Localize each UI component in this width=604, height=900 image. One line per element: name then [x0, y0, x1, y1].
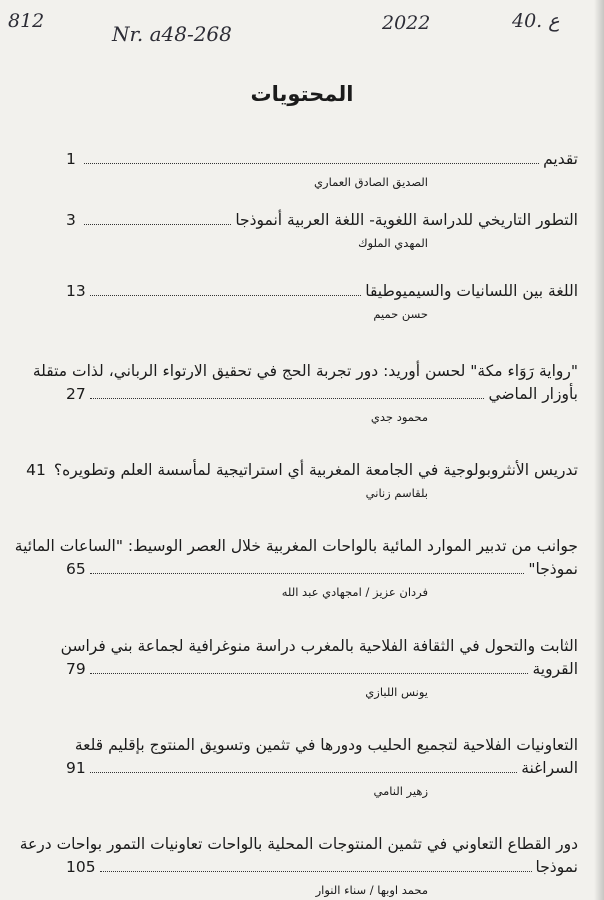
toc-entry-line [66, 209, 578, 232]
handwritten-issue-number: 40. ع [512, 10, 560, 32]
toc-entry-title-continued: نموذجا" [528, 560, 578, 578]
toc-entry-title-continued: نموذجا [535, 858, 578, 876]
toc-author: محمود جدي [370, 410, 428, 424]
handwritten-page-number: 812 [8, 10, 45, 32]
toc-page-number: 41 [26, 461, 46, 479]
toc-entry-line [14, 535, 578, 558]
dot-leader [84, 163, 539, 164]
toc-entry-line [66, 734, 578, 757]
toc-author: زهير النامي [373, 784, 428, 798]
dot-leader [90, 398, 485, 399]
handwritten-year: 2022 [382, 12, 431, 34]
toc-page-number: 3 [66, 211, 76, 229]
toc-entry-title: "رواية رَوَاء مكة" لحسن أوريد: دور تجربة الحج في تحقيق الارتواء الرباني، لذات متقلة [32, 362, 578, 380]
toc-entry-line [19, 833, 578, 856]
dot-leader [90, 573, 525, 574]
toc-entry-title: جوانب من تدبير الموارد المائية بالواحات المغربية خلال العصر الوسيط: "الساعات المائية [14, 537, 578, 555]
toc-entry-line [32, 360, 578, 383]
toc-entry-line [66, 280, 578, 303]
toc-entry-title-continued: القروية [532, 660, 578, 678]
toc-page-number: 91 [66, 759, 86, 777]
handwritten-reference: Nr. a48-268 [112, 22, 232, 46]
toc-author: حسن حميم [373, 307, 428, 321]
toc-author: بلقاسم زناني [365, 486, 428, 500]
toc-entry [66, 280, 578, 323]
toc-page-number: 13 [66, 282, 86, 300]
toc-author: فردان عزيز / امجهادي عبد الله [281, 585, 428, 599]
toc-page-number: 79 [66, 660, 86, 678]
dot-leader [100, 871, 532, 872]
toc-entry-line [66, 856, 578, 879]
toc-page-number: 1 [66, 150, 76, 168]
toc-entry-title: الثابت والتحول في الثقافة الفلاحية بالمغرب دراسة منوغرافية لجماعة بني فراسن [60, 637, 578, 655]
toc-entry-line [26, 459, 578, 482]
toc-entry [32, 360, 578, 426]
toc-entry-line [66, 383, 578, 406]
toc-author: الصديق الصادق العماري [314, 175, 428, 189]
toc-entry-title: اللغة بين اللسانيات والسيميوطيقا [365, 282, 578, 300]
toc-entry [60, 635, 578, 701]
toc-entry [19, 833, 578, 899]
dot-leader [90, 295, 361, 296]
toc-entry [14, 535, 578, 601]
toc-entry-line [66, 757, 578, 780]
toc-page-number: 65 [66, 560, 86, 578]
toc-entry-title: التعاونيات الفلاحية لتجميع الحليب ودورها في تثمين وتسويق المنتوج بإقليم قلعة [74, 736, 578, 754]
toc-entry-line [66, 558, 578, 581]
toc-entry-title: دور القطاع التعاوني في تثمين المنتوجات المحلية بالواحات تعاونيات التمور بواحات درعة [19, 835, 578, 853]
toc-entry [26, 459, 578, 502]
toc-entry-title: تدريس الأنثروبولوجية في الجامعة المغربية أي استراتيجية لمأسسة العلم وتطويره؟ [53, 461, 578, 479]
toc-entry [66, 734, 578, 800]
toc-entry-line [60, 635, 578, 658]
toc-page-number: 27 [66, 385, 86, 403]
toc-entry-title-continued: السراغنة [521, 759, 578, 777]
dot-leader [84, 224, 231, 225]
toc-entry-title: التطور التاريخي للدراسة اللغوية- اللغة العربية أنموذجا [235, 211, 578, 229]
toc-entry-title-continued: بأوزار الماضي [488, 385, 578, 403]
page-title: المحتويات [250, 82, 354, 106]
toc-author: يونس اللبازي [365, 685, 428, 699]
toc-entry-line [66, 658, 578, 681]
toc-author: محمد اوبها / سناء النوار [315, 883, 428, 897]
toc-page-number: 105 [66, 858, 96, 876]
dot-leader [90, 673, 529, 674]
toc-entry-title: تقديم [543, 150, 578, 168]
page-edge-shadow [594, 0, 604, 900]
table-of-contents [14, 148, 578, 899]
toc-entry [66, 148, 578, 191]
dot-leader [90, 772, 517, 773]
toc-entry-line [66, 148, 578, 171]
toc-author: المهدي الملوك [358, 236, 428, 250]
toc-entry [66, 209, 578, 252]
